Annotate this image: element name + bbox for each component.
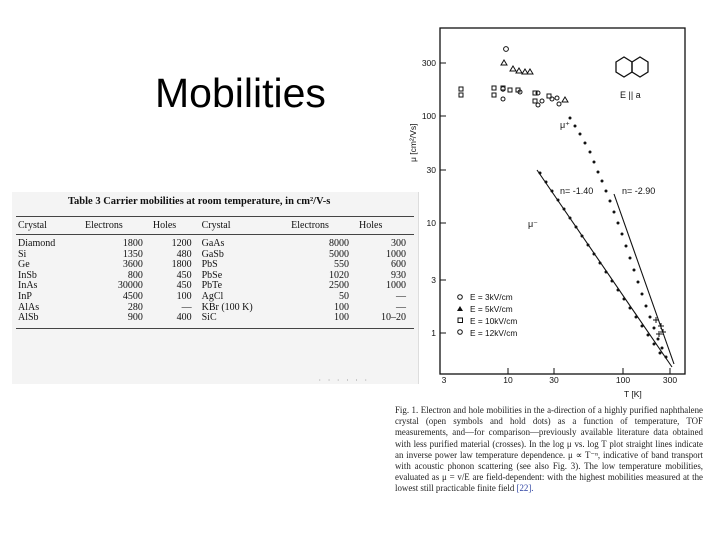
table-cell: Diamond bbox=[18, 238, 56, 249]
table-row bbox=[16, 235, 414, 250]
table-cell: 100 bbox=[289, 313, 357, 328]
y-tick: 300 bbox=[421, 58, 436, 68]
col-header: Holes bbox=[357, 217, 414, 235]
table-cell: PbTe bbox=[201, 280, 223, 292]
y-tick: 3 bbox=[431, 275, 436, 285]
table-cell: InSb bbox=[18, 269, 37, 281]
table-cell: 4500 bbox=[122, 290, 143, 302]
table-cell: 900 bbox=[83, 313, 151, 328]
table-cell: 300 bbox=[391, 238, 406, 249]
x-axis-label: T [K] bbox=[624, 389, 642, 399]
table-cell: PbS bbox=[201, 259, 218, 271]
table-cell: SiC bbox=[200, 313, 290, 328]
col-header: Electrons bbox=[83, 217, 151, 235]
slide-title: Mobilities bbox=[155, 70, 326, 116]
mobility-plot-figure bbox=[402, 22, 702, 400]
table-cell: GaAs bbox=[201, 238, 225, 249]
table-cell: — bbox=[396, 301, 406, 313]
y-tick: 100 bbox=[421, 111, 436, 121]
y-tick: 10 bbox=[426, 218, 436, 228]
x-tick: 3 bbox=[441, 375, 447, 385]
col-header: Crystal bbox=[200, 217, 290, 235]
table-cell: PbSe bbox=[201, 269, 223, 281]
table-cell: 1800 bbox=[171, 259, 192, 271]
table-cell: 1000 bbox=[386, 248, 406, 260]
table-cell: Ge bbox=[18, 259, 30, 271]
table-cell: 450 bbox=[176, 269, 192, 281]
x-tick: 10 bbox=[503, 375, 513, 385]
table-cell: 1020 bbox=[329, 269, 350, 281]
table-header-row bbox=[16, 217, 414, 235]
table-cell: 280 bbox=[127, 301, 143, 313]
hole-mobility-label: μ⁺ bbox=[560, 120, 570, 130]
table-cell: 100 bbox=[334, 301, 350, 313]
table-cell: InAs bbox=[18, 280, 38, 292]
electron-exponent-label: n= -1.40 bbox=[560, 186, 594, 196]
table-cell: InP bbox=[18, 290, 32, 302]
col-header: Holes bbox=[151, 217, 200, 235]
table-cell: Si bbox=[18, 248, 27, 260]
caption-text: Fig. 1. Electron and hole mobilities in the a-direction of a highly purified naphthalene crystal (open symbols and hold dots) as a function of temperature, TOF measurements, and—for comparison—previously available literature data obtained with less purified material (crosses). In the log μ vs. log T plot straight lines indicate an inverse power law temperature dependence. μ ∝ T⁻ⁿ, indicative of band transport with acoustic phonon scattering (see also Fig. 3). The low temperature mobilities, evaluated as μ = v/E are field-dependent: with the highest mobilities measured at the lowest still practicable finite field bbox=[395, 405, 703, 494]
scan-smudge: · · · · · · bbox=[318, 377, 369, 384]
table-cell: 30000 bbox=[117, 280, 143, 292]
col-header: Electrons bbox=[289, 217, 357, 235]
table-cell: AlAs bbox=[18, 301, 40, 313]
table-cell: 1800 bbox=[122, 238, 143, 249]
table-cell: 400 bbox=[151, 313, 200, 328]
table-cell: AlSb bbox=[16, 313, 83, 328]
caption-reference: [22]. bbox=[516, 483, 534, 494]
table-row bbox=[16, 313, 414, 328]
y-tick: 30 bbox=[426, 165, 436, 175]
table-cell: GaSb bbox=[201, 248, 224, 260]
table-cell: 50 bbox=[339, 290, 350, 302]
table-cell: — bbox=[396, 290, 406, 302]
table-caption: Table 3 Carrier mobilities at room temperature, in cm²/V-s bbox=[68, 196, 331, 207]
legend-entry: E = 5kV/cm bbox=[470, 304, 513, 314]
table-cell: 100 bbox=[176, 290, 192, 302]
legend-entry: E = 12kV/cm bbox=[470, 328, 518, 338]
table-cell: 480 bbox=[176, 248, 192, 260]
table-cell: 450 bbox=[176, 280, 192, 292]
y-axis-label: μ [cm²/Vs] bbox=[408, 123, 418, 162]
y-tick-labels bbox=[422, 58, 436, 338]
table-cell: AgCl bbox=[201, 290, 224, 302]
legend-entry: E = 3kV/cm bbox=[470, 292, 513, 302]
table-cell: 10–20 bbox=[357, 313, 414, 328]
legend-entry: E = 10kV/cm bbox=[470, 316, 518, 326]
x-tick: 100 bbox=[615, 375, 631, 385]
table-cell: KBr (100 K) bbox=[201, 301, 253, 313]
table-cell: 1200 bbox=[171, 238, 192, 249]
table-cell: 8000 bbox=[329, 238, 350, 249]
table-cell: 3600 bbox=[122, 259, 143, 271]
y-tick: 1 bbox=[431, 328, 436, 338]
x-tick: 30 bbox=[549, 375, 559, 385]
table-cell: 1000 bbox=[386, 280, 406, 292]
table-cell: 600 bbox=[391, 259, 406, 271]
figure-caption bbox=[395, 405, 703, 495]
x-tick: 300 bbox=[662, 375, 678, 385]
table-cell: 1350 bbox=[122, 248, 143, 260]
col-header: Crystal bbox=[16, 217, 83, 235]
x-tick-labels bbox=[442, 375, 678, 385]
table-cell: 550 bbox=[334, 259, 350, 271]
direction-label: E || a bbox=[620, 90, 641, 100]
electron-mobility-label: μ⁻ bbox=[528, 219, 538, 229]
table-cell: 5000 bbox=[329, 248, 350, 260]
table-cell: — bbox=[181, 301, 192, 313]
table-cell: 800 bbox=[127, 269, 143, 281]
table-row bbox=[16, 292, 414, 303]
hole-exponent-label: n= -2.90 bbox=[622, 186, 656, 196]
table-cell: 930 bbox=[391, 269, 406, 281]
table-cell: 2500 bbox=[329, 280, 350, 292]
mobility-table bbox=[16, 216, 414, 329]
